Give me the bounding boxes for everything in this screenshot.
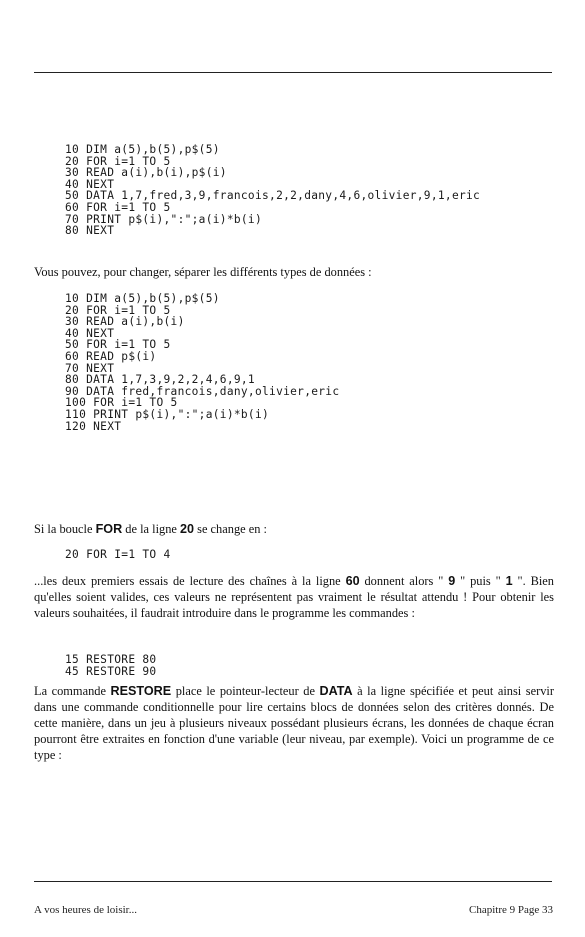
para-3-text-2: donnent alors " bbox=[359, 574, 449, 588]
code-line: 20 FOR I=1 TO 4 bbox=[65, 548, 171, 561]
code-line: 20 FOR i=1 TO 5 bbox=[65, 303, 171, 317]
code-line: 70 NEXT bbox=[65, 361, 115, 375]
keyword-line-20: 20 bbox=[180, 522, 195, 536]
code-line: 10 DIM a(5),b(5),p$(5) bbox=[65, 292, 220, 305]
code-line: 50 DATA 1,7,fred,3,9,francois,2,2,dany,4,6,olivier,9,1,eric bbox=[65, 189, 481, 203]
keyword-restore: RESTORE bbox=[110, 684, 172, 698]
paragraph-separate-data: Vous pouvez, pour changer, séparer les différents types de données : bbox=[34, 265, 372, 279]
code-line: 90 DATA fred,francois,dany,olivier,eric bbox=[65, 384, 340, 398]
para-2-text-before: Si la boucle bbox=[34, 522, 96, 536]
keyword-data: DATA bbox=[319, 684, 353, 698]
code-line: 110 PRINT p$(i),":";a(i)*b(i) bbox=[65, 407, 270, 421]
para-2-text-middle: de la ligne bbox=[122, 522, 181, 536]
top-rule bbox=[34, 72, 552, 73]
keyword-for: FOR bbox=[95, 522, 123, 536]
footer-page-number: Chapitre 9 Page 33 bbox=[468, 904, 553, 916]
bottom-rule bbox=[34, 881, 552, 882]
code-listing-3 bbox=[65, 549, 171, 561]
code-line: 80 NEXT bbox=[65, 224, 115, 238]
code-line: 120 NEXT bbox=[65, 419, 122, 433]
code-listing-2 bbox=[65, 293, 339, 432]
keyword-value-1: 1 bbox=[505, 574, 513, 588]
code-line: 45 RESTORE 90 bbox=[65, 664, 157, 678]
code-listing-4 bbox=[65, 654, 156, 677]
code-line: 40 NEXT bbox=[65, 326, 115, 340]
code-line: 20 FOR i=1 TO 5 bbox=[65, 154, 171, 168]
code-line: 80 DATA 1,7,3,9,2,2,4,6,9,1 bbox=[65, 373, 255, 387]
code-line: 100 FOR i=1 TO 5 bbox=[65, 396, 178, 410]
code-line: 60 READ p$(i) bbox=[65, 349, 157, 363]
code-line: 50 FOR i=1 TO 5 bbox=[65, 338, 171, 352]
code-listing-1 bbox=[65, 144, 480, 237]
code-line: 15 RESTORE 80 bbox=[65, 653, 157, 666]
paragraph-for-loop-change bbox=[34, 521, 554, 537]
para-4-text-2: place le pointeur-lecteur de bbox=[171, 684, 320, 698]
para-3-text-1: ...les deux premiers essais de lecture des chaînes à la ligne bbox=[34, 574, 346, 588]
keyword-line-60: 60 bbox=[345, 574, 360, 588]
code-line: 40 NEXT bbox=[65, 177, 115, 191]
para-4-text-3: à la ligne spécifiée et peut ainsi servir dans une commande conditionnelle pour lire certains blocs de données selon des critères donnés. De cette manière, dans un jeu à plusieurs niveaux possédant plusieurs écrans, les données de chaque écran pourront être extraites en fonction d'une variable (leur niveau, par exemple). Voici un programme de ce type : bbox=[34, 684, 554, 762]
paragraph-read-explanation bbox=[34, 573, 554, 621]
paragraph-restore-command bbox=[34, 683, 554, 763]
para-3-text-4: ". Bien qu'elles soient valides, ces valeurs ne représentent pas vraiment le résultat attendu ! Pour obtenir les valeurs souhaitées, il faudrait introduire dans le programme les commandes : bbox=[34, 574, 554, 620]
code-line: 60 FOR i=1 TO 5 bbox=[65, 200, 171, 214]
footer-book-title: A vos heures de loisir... bbox=[34, 904, 137, 916]
keyword-value-9: 9 bbox=[448, 574, 456, 588]
para-4-text-1: La commande bbox=[34, 684, 111, 698]
para-2-text-after: se change en : bbox=[194, 522, 267, 536]
para-3-text-3: " puis " bbox=[455, 574, 506, 588]
code-line: 70 PRINT p$(i),":";a(i)*b(i) bbox=[65, 212, 262, 226]
code-line: 30 READ a(i),b(i) bbox=[65, 315, 185, 329]
code-line: 10 DIM a(5),b(5),p$(5) bbox=[65, 143, 220, 156]
code-line: 30 READ a(i),b(i),p$(i) bbox=[65, 166, 227, 180]
